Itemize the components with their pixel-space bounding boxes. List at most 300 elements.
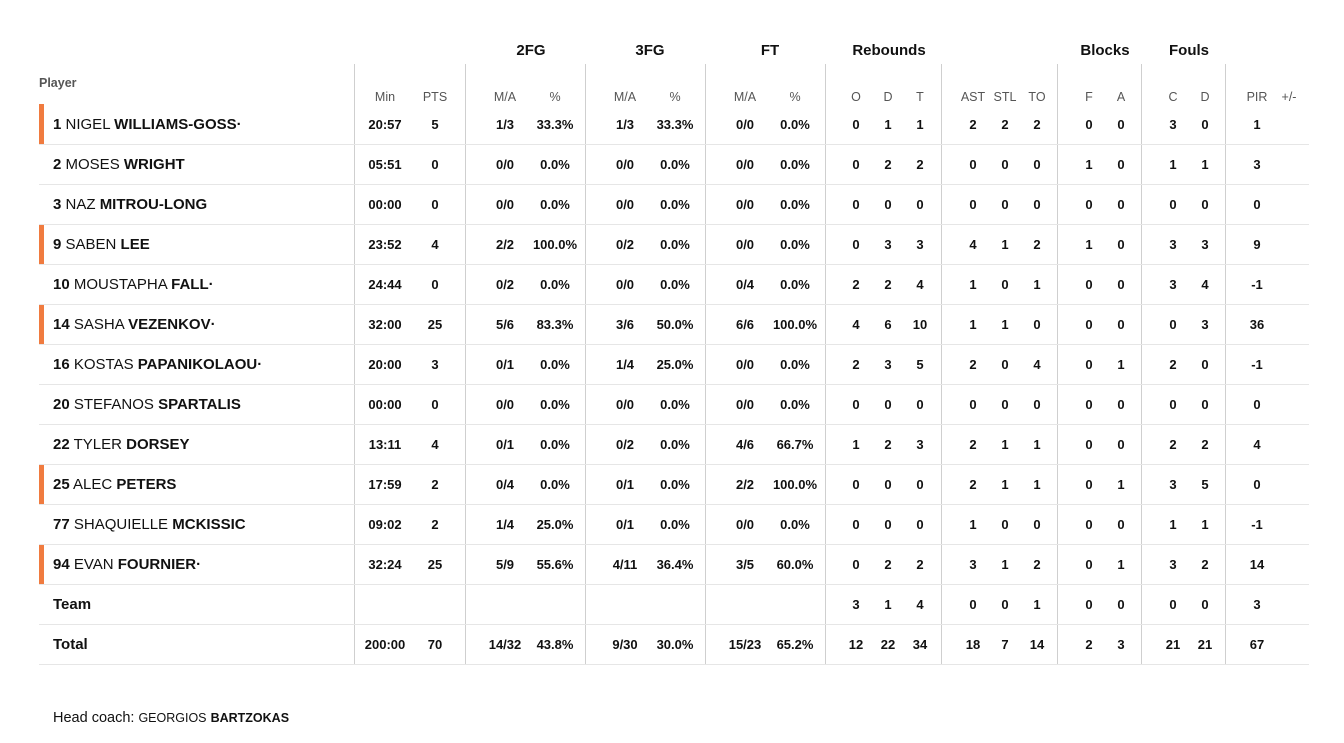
stat-blk-f: 0	[1085, 277, 1093, 292]
column-divider	[705, 64, 706, 664]
stat-foul-c: 0	[1169, 597, 1177, 612]
stat-reb-o: 1	[852, 437, 860, 452]
stat-stl: 0	[1001, 517, 1009, 532]
stat-ft-pct: 0.0%	[780, 237, 810, 252]
stat-fg2-pct: 0.0%	[540, 437, 570, 452]
stat-ast: 1	[969, 517, 977, 532]
stat-to: 0	[1033, 197, 1041, 212]
row-divider	[39, 544, 1309, 545]
row-divider	[39, 664, 1309, 665]
stat-reb-d: 6	[884, 317, 892, 332]
player-name[interactable]	[53, 196, 207, 213]
stat-min: 200:00	[364, 637, 406, 652]
stat-fg3-ma: 0/0	[615, 157, 635, 172]
stat-reb-d: 0	[884, 517, 892, 532]
sub-header-pir: PIR	[1246, 90, 1268, 104]
stat-reb-t: 3	[916, 437, 924, 452]
column-divider	[1057, 64, 1058, 664]
player-num: 20	[53, 396, 70, 413]
stat-foul-c: 1	[1169, 517, 1177, 532]
stat-reb-o: 0	[852, 557, 860, 572]
stat-foul-c: 0	[1169, 397, 1177, 412]
stat-blk-a: 0	[1117, 237, 1125, 252]
stat-fg3-pct: 33.3%	[656, 117, 694, 132]
stat-reb-o: 0	[852, 397, 860, 412]
stat-reb-t: 4	[916, 277, 924, 292]
stat-blk-a: 0	[1117, 517, 1125, 532]
stat-fg2-ma: 0/0	[495, 197, 515, 212]
player-last: VEZENKOV·	[128, 316, 216, 333]
stat-to: 1	[1033, 477, 1041, 492]
stat-foul-d: 4	[1201, 277, 1209, 292]
stat-min: 32:24	[368, 557, 402, 572]
stat-stl: 0	[1001, 397, 1009, 412]
stat-foul-d: 1	[1201, 517, 1209, 532]
group-header-2fg: 2FG	[516, 42, 546, 59]
stat-pir: 36	[1249, 317, 1265, 332]
player-last: MITROU-LONG	[99, 196, 208, 213]
stat-blk-f: 1	[1085, 157, 1093, 172]
stat-reb-o: 2	[852, 277, 860, 292]
stat-ft-pct: 0.0%	[780, 157, 810, 172]
stat-to: 0	[1033, 397, 1041, 412]
stat-reb-d: 2	[884, 157, 892, 172]
player-num: 25	[53, 476, 70, 493]
stat-reb-t: 34	[912, 637, 928, 652]
stat-stl: 0	[1001, 277, 1009, 292]
player-last: Team	[53, 596, 92, 613]
stat-pts: 70	[427, 637, 443, 652]
row-divider	[39, 344, 1309, 345]
sub-header-fg2-pct: %	[549, 90, 561, 104]
stat-foul-d: 3	[1201, 317, 1209, 332]
stat-to: 2	[1033, 557, 1041, 572]
stat-fg3-ma: 4/11	[612, 557, 638, 572]
sub-header-pts: PTS	[422, 90, 448, 104]
stat-reb-t: 0	[916, 477, 924, 492]
stat-reb-o: 0	[852, 117, 860, 132]
starter-marker	[39, 224, 44, 264]
stat-pir: 3	[1253, 157, 1261, 172]
stat-blk-a: 1	[1117, 357, 1125, 372]
stat-foul-d: 0	[1201, 117, 1209, 132]
sub-header-to: TO	[1028, 90, 1046, 104]
stat-ft-ma: 0/0	[735, 197, 755, 212]
stat-ast: 0	[969, 397, 977, 412]
stat-reb-o: 3	[852, 597, 860, 612]
starter-marker	[39, 104, 44, 144]
player-first: SABEN	[65, 236, 117, 253]
stat-ft-ma: 0/0	[735, 117, 755, 132]
stat-min: 32:00	[368, 317, 402, 332]
stat-reb-t: 1	[916, 117, 924, 132]
stat-ast: 2	[969, 437, 977, 452]
row-divider	[39, 304, 1309, 305]
player-num: 22	[53, 436, 70, 453]
stat-reb-d: 3	[884, 237, 892, 252]
sub-header-stl: STL	[993, 90, 1017, 104]
stat-min: 13:11	[368, 437, 402, 452]
stat-fg3-pct: 0.0%	[660, 477, 690, 492]
stat-fg3-pct: 0.0%	[660, 437, 690, 452]
stat-foul-d: 2	[1201, 437, 1209, 452]
player-last: PETERS	[116, 476, 177, 493]
sub-header-foul-d: D	[1200, 90, 1210, 104]
stat-reb-d: 1	[884, 117, 892, 132]
stat-pts: 0	[431, 197, 439, 212]
stat-blk-a: 0	[1117, 157, 1125, 172]
row-divider	[39, 504, 1309, 505]
stat-ft-pct: 0.0%	[780, 277, 810, 292]
stat-pts: 2	[431, 477, 439, 492]
player-last: WILLIAMS-GOSS·	[114, 116, 242, 133]
stat-blk-a: 0	[1117, 277, 1125, 292]
stat-reb-o: 0	[852, 197, 860, 212]
player-last: LEE	[120, 236, 150, 253]
row-divider	[39, 424, 1309, 425]
stat-ast: 1	[969, 317, 977, 332]
stat-ast: 0	[969, 197, 977, 212]
player-first: NAZ	[65, 196, 96, 213]
stat-to: 1	[1033, 437, 1041, 452]
column-divider	[825, 64, 826, 664]
stat-reb-t: 10	[912, 317, 928, 332]
stat-min: 23:52	[368, 237, 402, 252]
stat-pir: 4	[1253, 437, 1261, 452]
player-name[interactable]	[53, 356, 262, 373]
stat-ft-pct: 0.0%	[780, 517, 810, 532]
stat-fg2-ma: 2/2	[495, 237, 515, 252]
stat-foul-c: 3	[1169, 117, 1177, 132]
stat-reb-o: 2	[852, 357, 860, 372]
stat-ast: 2	[969, 477, 977, 492]
player-first: NIGEL	[65, 116, 110, 133]
stat-reb-t: 0	[916, 397, 924, 412]
stat-fg2-ma: 1/3	[495, 117, 515, 132]
stat-ft-ma: 0/0	[735, 517, 755, 532]
column-divider	[585, 64, 586, 664]
stat-reb-d: 2	[884, 437, 892, 452]
stat-stl: 1	[1001, 237, 1009, 252]
stat-foul-d: 0	[1201, 357, 1209, 372]
player-first: KOSTAS	[73, 356, 134, 373]
stat-stl: 2	[1001, 117, 1009, 132]
stat-fg3-ma: 1/3	[615, 117, 635, 132]
stat-fg3-ma: 0/0	[615, 277, 635, 292]
player-name[interactable]	[53, 476, 176, 493]
player-num: 3	[53, 196, 62, 213]
stat-ft-ma: 0/0	[735, 357, 755, 372]
stat-reb-d: 1	[884, 597, 892, 612]
stat-min: 20:00	[368, 357, 402, 372]
stat-to: 2	[1033, 237, 1041, 252]
stat-fg3-ma: 9/30	[612, 637, 638, 652]
stat-ft-pct: 65.2%	[776, 637, 814, 652]
stat-min: 00:00	[368, 197, 402, 212]
stat-fg2-pct: 0.0%	[540, 397, 570, 412]
stat-foul-c: 21	[1165, 637, 1181, 652]
group-header-fouls: Fouls	[1169, 42, 1209, 59]
stat-blk-a: 1	[1117, 557, 1125, 572]
stat-ast: 2	[969, 357, 977, 372]
column-divider	[354, 64, 355, 664]
stat-reb-d: 2	[884, 557, 892, 572]
stat-blk-a: 3	[1117, 637, 1125, 652]
stat-fg3-ma: 0/0	[615, 397, 635, 412]
stat-fg3-ma: 1/4	[615, 357, 635, 372]
stat-ft-ma: 4/6	[735, 437, 755, 452]
stat-fg2-pct: 0.0%	[540, 277, 570, 292]
stat-min: 20:57	[368, 117, 402, 132]
sub-header-blk-f: F	[1085, 90, 1093, 104]
head-coach-last-name: BARTZOKAS	[210, 711, 290, 725]
stat-stl: 0	[1001, 197, 1009, 212]
stat-reb-o: 0	[852, 477, 860, 492]
stat-pts: 3	[431, 357, 439, 372]
stat-pts: 5	[431, 117, 439, 132]
stat-foul-c: 1	[1169, 157, 1177, 172]
stat-blk-a: 0	[1117, 397, 1125, 412]
stat-to: 0	[1033, 317, 1041, 332]
stat-fg2-pct: 100.0%	[532, 237, 578, 252]
stat-fg2-pct: 25.0%	[536, 517, 574, 532]
player-last: FOURNIER·	[117, 556, 202, 573]
stat-foul-c: 3	[1169, 237, 1177, 252]
stat-to: 0	[1033, 517, 1041, 532]
stat-reb-d: 22	[880, 637, 896, 652]
sub-header-reb-o: O	[851, 90, 861, 104]
player-last: Total	[53, 636, 88, 653]
sub-header-ft-ma: M/A	[733, 90, 757, 104]
column-divider	[941, 64, 942, 664]
stat-ft-ma: 15/23	[728, 637, 762, 652]
stat-reb-o: 0	[852, 237, 860, 252]
stat-blk-a: 1	[1117, 477, 1125, 492]
sub-header-fg2-ma: M/A	[493, 90, 517, 104]
stat-foul-d: 3	[1201, 237, 1209, 252]
stat-stl: 1	[1001, 477, 1009, 492]
stat-reb-t: 3	[916, 237, 924, 252]
stat-min: 00:00	[368, 397, 402, 412]
stat-reb-t: 0	[916, 197, 924, 212]
stat-blk-a: 0	[1117, 197, 1125, 212]
stat-pir: -1	[1251, 277, 1263, 292]
player-name[interactable]	[53, 116, 242, 133]
row-divider	[39, 464, 1309, 465]
player-last: SPARTALIS	[158, 396, 241, 413]
stat-pir: 1	[1253, 117, 1261, 132]
stat-foul-d: 1	[1201, 157, 1209, 172]
sub-header-foul-c: C	[1168, 90, 1178, 104]
column-divider	[1141, 64, 1142, 664]
stat-ft-pct: 0.0%	[780, 397, 810, 412]
stat-ast: 0	[969, 157, 977, 172]
stat-to: 1	[1033, 277, 1041, 292]
stat-fg3-pct: 30.0%	[656, 637, 694, 652]
player-first: SASHA	[73, 316, 124, 333]
stat-fg2-pct: 33.3%	[536, 117, 574, 132]
head-coach-first-name: GEORGIOS	[138, 711, 207, 725]
group-header-blocks: Blocks	[1080, 42, 1130, 59]
stat-ft-pct: 0.0%	[780, 357, 810, 372]
stat-blk-f: 0	[1085, 197, 1093, 212]
stat-foul-d: 0	[1201, 197, 1209, 212]
stat-blk-f: 1	[1085, 237, 1093, 252]
stat-pts: 0	[431, 277, 439, 292]
starter-marker	[39, 464, 44, 504]
stat-fg3-ma: 0/0	[615, 197, 635, 212]
stat-reb-d: 2	[884, 277, 892, 292]
stat-reb-t: 4	[916, 597, 924, 612]
stat-fg2-pct: 0.0%	[540, 477, 570, 492]
stat-fg2-ma: 5/6	[495, 317, 515, 332]
row-divider	[39, 184, 1309, 185]
stat-foul-d: 2	[1201, 557, 1209, 572]
stat-reb-t: 2	[916, 557, 924, 572]
player-first: TYLER	[73, 436, 122, 453]
stat-blk-f: 0	[1085, 477, 1093, 492]
player-name[interactable]	[53, 516, 246, 533]
player-name[interactable]	[53, 436, 189, 453]
row-divider	[39, 384, 1309, 385]
stat-pir: 0	[1253, 197, 1261, 212]
stat-blk-f: 0	[1085, 357, 1093, 372]
player-last: PAPANIKOLAOU·	[137, 356, 263, 373]
stat-pts: 0	[431, 157, 439, 172]
player-last: DORSEY	[126, 436, 190, 453]
stat-pts: 4	[431, 437, 439, 452]
stat-reb-o: 0	[852, 517, 860, 532]
stat-ft-ma: 0/0	[735, 237, 755, 252]
stat-reb-o: 12	[848, 637, 864, 652]
stat-to: 14	[1029, 637, 1045, 652]
player-name[interactable]	[53, 316, 216, 333]
stat-stl: 1	[1001, 557, 1009, 572]
player-first: EVAN	[73, 556, 114, 573]
column-divider	[1225, 64, 1226, 664]
player-num: 77	[53, 516, 70, 533]
stat-pir: 9	[1253, 237, 1261, 252]
stat-reb-d: 0	[884, 197, 892, 212]
stat-foul-c: 2	[1169, 357, 1177, 372]
stat-ast: 4	[969, 237, 977, 252]
group-header-ft: FT	[760, 42, 780, 59]
stat-pir: 67	[1249, 637, 1265, 652]
stat-ast: 0	[969, 597, 977, 612]
stat-fg3-ma: 3/6	[615, 317, 635, 332]
stat-blk-f: 0	[1085, 597, 1093, 612]
stat-to: 1	[1033, 597, 1041, 612]
player-name[interactable]	[53, 276, 214, 293]
stat-ft-pct: 100.0%	[772, 317, 818, 332]
stat-ft-pct: 66.7%	[776, 437, 814, 452]
player-name[interactable]	[53, 236, 150, 253]
stat-ft-pct: 60.0%	[776, 557, 814, 572]
stat-blk-a: 0	[1117, 597, 1125, 612]
stat-blk-a: 0	[1117, 317, 1125, 332]
stat-blk-a: 0	[1117, 437, 1125, 452]
stat-foul-d: 0	[1201, 597, 1209, 612]
player-name[interactable]	[53, 396, 241, 413]
stat-to: 0	[1033, 157, 1041, 172]
stat-blk-f: 2	[1085, 637, 1093, 652]
sub-header-plus-minus: +/-	[1281, 90, 1297, 104]
stat-ast: 2	[969, 117, 977, 132]
stat-fg3-pct: 0.0%	[660, 517, 690, 532]
stat-pts: 2	[431, 517, 439, 532]
stat-fg3-pct: 0.0%	[660, 237, 690, 252]
stat-pir: -1	[1251, 517, 1263, 532]
stat-fg2-pct: 0.0%	[540, 157, 570, 172]
stat-stl: 0	[1001, 357, 1009, 372]
player-first: SHAQUIELLE	[73, 516, 169, 533]
stat-ft-pct: 0.0%	[780, 117, 810, 132]
player-last: MCKISSIC	[172, 516, 246, 533]
stat-min: 09:02	[368, 517, 402, 532]
head-coach	[53, 710, 289, 726]
stat-ast: 1	[969, 277, 977, 292]
sub-header-min: Min	[374, 90, 396, 104]
stat-fg2-ma: 1/4	[495, 517, 515, 532]
stat-fg3-ma: 0/2	[615, 437, 635, 452]
group-header-3fg: 3FG	[635, 42, 665, 59]
stat-reb-d: 0	[884, 477, 892, 492]
sub-header-reb-t: T	[916, 90, 924, 104]
stat-reb-o: 0	[852, 157, 860, 172]
player-name[interactable]	[53, 636, 88, 653]
stat-min: 24:44	[368, 277, 402, 292]
row-divider	[39, 224, 1309, 225]
stat-reb-t: 0	[916, 517, 924, 532]
stat-fg3-pct: 50.0%	[656, 317, 694, 332]
stat-blk-f: 0	[1085, 437, 1093, 452]
sub-header-reb-d: D	[883, 90, 893, 104]
stat-ft-ma: 3/5	[735, 557, 755, 572]
player-column-header: Player	[39, 76, 77, 90]
stat-fg3-ma: 0/1	[615, 477, 635, 492]
stat-blk-a: 0	[1117, 117, 1125, 132]
starter-marker	[39, 304, 44, 344]
player-name[interactable]	[53, 556, 201, 573]
player-name[interactable]	[53, 156, 185, 173]
column-divider	[465, 64, 466, 664]
stat-foul-d: 21	[1197, 637, 1213, 652]
stat-pir: 0	[1253, 397, 1261, 412]
stat-blk-f: 0	[1085, 557, 1093, 572]
player-num: 14	[53, 316, 70, 333]
stat-blk-f: 0	[1085, 317, 1093, 332]
stat-fg2-pct: 83.3%	[536, 317, 574, 332]
player-last: FALL·	[171, 276, 214, 293]
player-first: MOUSTAPHA	[73, 276, 167, 293]
stat-fg2-ma: 0/0	[495, 397, 515, 412]
player-num: 16	[53, 356, 70, 373]
stat-fg2-ma: 0/2	[495, 277, 515, 292]
stat-fg3-pct: 25.0%	[656, 357, 694, 372]
stat-pir: 14	[1249, 557, 1265, 572]
stat-foul-c: 2	[1169, 437, 1177, 452]
sub-header-ast: AST	[960, 90, 986, 104]
row-divider	[39, 144, 1309, 145]
sub-header-ft-pct: %	[789, 90, 801, 104]
player-name[interactable]	[53, 596, 91, 613]
player-first: MOSES	[65, 156, 120, 173]
stat-stl: 0	[1001, 597, 1009, 612]
player-num: 9	[53, 236, 62, 253]
stat-pir: 0	[1253, 477, 1261, 492]
stat-min: 17:59	[368, 477, 402, 492]
stat-pts: 0	[431, 397, 439, 412]
